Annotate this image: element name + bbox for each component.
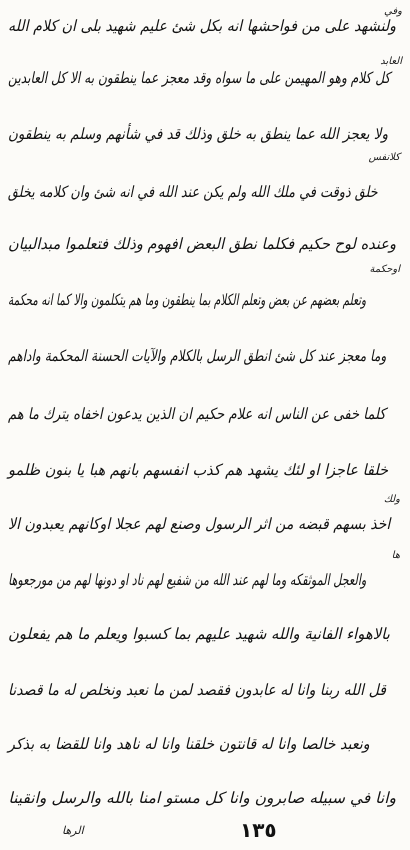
catchword: الرها (62, 824, 84, 837)
margin-note: ها (391, 550, 400, 561)
manuscript-line: ولا يعجز الله عما ينطق به خلق وذلك قد في شأنهم وسلم به ينطقون (7, 125, 388, 143)
manuscript-line: كلما خفى عن الناس انه علام حكيم ان الذين يدعون اخفاه يترك ما هم (8, 405, 386, 423)
manuscript-line: ولنشهد على من فواحشها انه بكل شئ عليم شهيد بلى ان كلام الله (7, 17, 396, 35)
manuscript-line: ونعبد خالصا وانا له قانتون خلقنا وانا له ناهد وانا للقضا به بذكر (8, 735, 370, 753)
margin-note: وفي (384, 6, 402, 17)
manuscript-line: قل الله ربنا وانا له عابدون فقصد لمن ما نعبد ونخلص له ما قصدنا (8, 681, 386, 699)
page-number: ١٣٥ (240, 818, 277, 842)
margin-note: العابد (380, 56, 402, 67)
manuscript-line: وتعلم بعضهم عن بعض وتعلم الكلام بما ينطقون وما هم يتكلمون والا كما انه محكمة (7, 291, 366, 309)
manuscript-line: وما معجز عند كل شئ انطق الرسل بالكلام والآيات الحسنة المحكمة واداهم (7, 347, 386, 365)
manuscript-line: وانا في سبيله صابرون وانا كل مستو امنا بالله والرسل وانقينا (8, 789, 396, 807)
margin-note: ولك (383, 494, 400, 505)
manuscript-line: خلقا عاجزا او لئك يشهد هم كذب انفسهم بانهم هبا يا بنون ظلمو (7, 461, 388, 479)
manuscript-line: كل كلام وهو المهيمن على ما سواه وقد معجز عما ينطقون به الا كل العابدين (7, 69, 390, 87)
margin-note: كلانفس (368, 152, 400, 163)
manuscript-line: وعنده لوح حكيم فكلما نطق البعض افهوم وذلك فتعلموا مبدالبيان (7, 235, 396, 253)
manuscript-line: اخذ بسهم قبضه من اثر الرسول وصنع لهم عجلا اوكانهم يعبدون الا (7, 515, 390, 533)
manuscript-line: بالاهواء الفانية والله شهيد عليهم بما كسبوا ويعلم ما هم يفعلون (8, 625, 390, 643)
manuscript-line: خلق ذوقت في ملك الله ولم يكن عند الله في انه شئ وان كلامه يخلق (8, 183, 378, 201)
margin-note: اوحکمة (369, 264, 400, 275)
manuscript-line: والعجل الموثقكه وما لهم عند الله من شفيع لهم ناد او دونها لهم من مورجعوها (7, 571, 366, 589)
